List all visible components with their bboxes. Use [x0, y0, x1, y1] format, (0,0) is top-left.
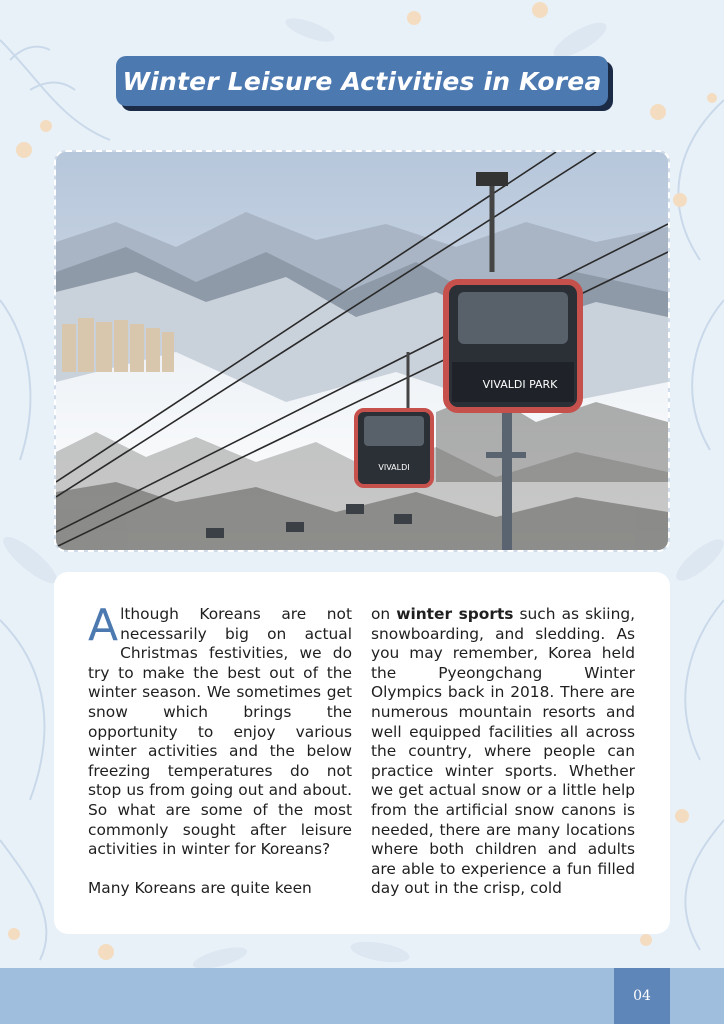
paragraph-keen: Many Koreans are quite keen — [88, 879, 312, 898]
article-column-left — [88, 600, 352, 899]
page-title: Winter Leisure Activities in Korea — [122, 66, 602, 96]
paragraph-winter-sports-text: such as skiing, snowboarding, and sledding. As you may remember, Korea held the Pyeongchang Winter Olympics back in 2018. There are numerous mountain resorts and well equipped facilities all across the country, where people can practice winter sports. Whether we get actual snow or a little help from the artificial snow canons is needed, there are many locations where both children and adults are able to experience a fun filled day out in the crisp, cold — [371, 605, 635, 898]
gondola-sign-back: VIVALDI — [378, 463, 410, 472]
page-number-tab — [614, 968, 670, 1024]
article-card — [54, 572, 670, 934]
photo-frame — [54, 150, 670, 552]
page-number: 04 — [633, 988, 651, 1004]
drop-cap: A — [88, 600, 119, 651]
paragraph-intro — [88, 600, 352, 860]
winter-sports-highlight: winter sports — [396, 605, 514, 623]
title-banner — [116, 56, 608, 106]
leaf-branches-right — [678, 100, 724, 950]
article-column-right — [371, 605, 635, 899]
paragraph-lead: on — [371, 605, 397, 623]
lift-tower — [502, 392, 512, 550]
cable-car-photo — [56, 152, 668, 550]
gondola-sign-front: VIVALDI PARK — [482, 378, 558, 391]
paragraph-winter-sports — [371, 605, 635, 899]
paragraph-intro-text: lthough Koreans are not necessarily big on actual Christmas festivities, we do try to make the best out of the winter season. We sometimes get snow which brings the opportunity to enjoy various winter activities and the below freezing temperatures do not stop us from going out and about. So what are some of the most commonly sought after leisure activities in winter for Koreans? — [88, 605, 352, 859]
